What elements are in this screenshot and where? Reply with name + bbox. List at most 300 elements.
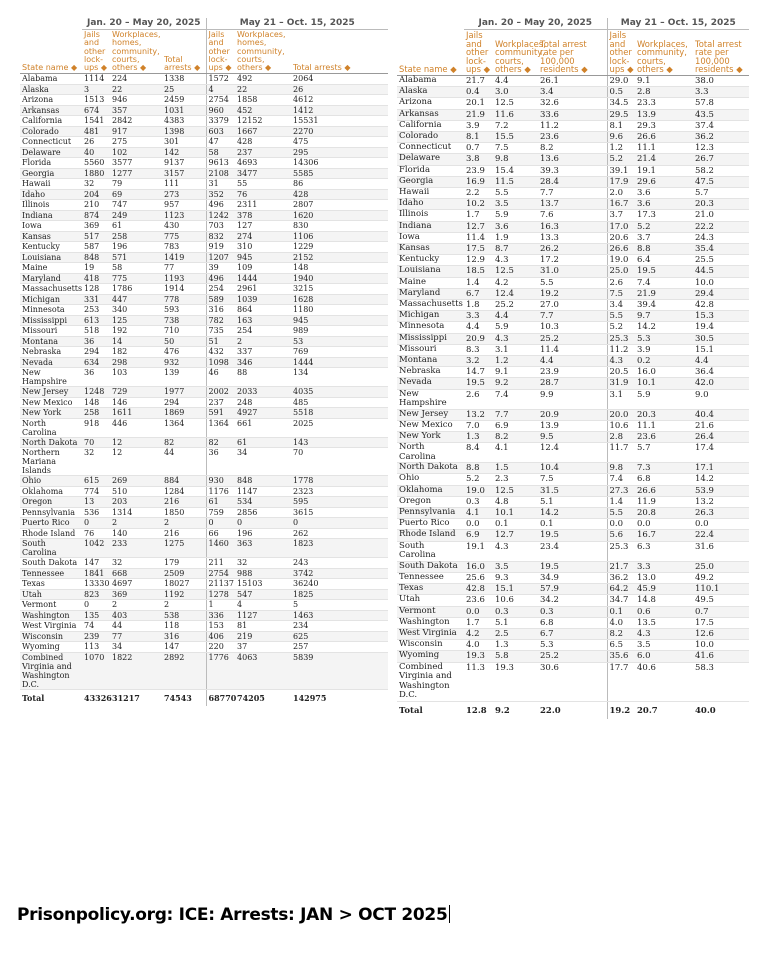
value-cell: 476 bbox=[162, 347, 206, 358]
value-cell: 26 bbox=[82, 137, 110, 148]
total-row bbox=[397, 701, 749, 719]
value-cell: 26.1 bbox=[538, 75, 607, 86]
state-name-cell: Kansas bbox=[397, 244, 464, 255]
table-row bbox=[20, 568, 388, 579]
table-row bbox=[397, 311, 749, 322]
value-cell: 22 bbox=[235, 84, 291, 95]
period2-workplaces-header[interactable]: Workplaces, community, courts, others ◆ bbox=[635, 30, 693, 76]
value-cell: 1572 bbox=[206, 74, 235, 85]
value-cell: 12.3 bbox=[693, 143, 749, 154]
value-cell: 3.9 bbox=[464, 120, 493, 131]
value-cell: 4.3 bbox=[493, 541, 538, 561]
table-row bbox=[397, 530, 749, 541]
state-name-cell: Ohio bbox=[20, 476, 82, 487]
value-cell: 12.5 bbox=[493, 266, 538, 277]
value-cell: 1398 bbox=[162, 126, 206, 137]
period1-workplaces-header[interactable]: Workplaces, community, courts, others ◆ bbox=[493, 30, 538, 76]
value-cell: 4.3 bbox=[607, 356, 635, 367]
value-cell: 3477 bbox=[235, 168, 291, 179]
period1-jails-header[interactable]: Jails and other lock-ups ◆ bbox=[464, 30, 493, 76]
value-cell: 8.4 bbox=[464, 443, 493, 463]
value-cell: 9.7 bbox=[635, 311, 693, 322]
value-cell: 0.0 bbox=[635, 519, 693, 530]
value-cell: 1314 bbox=[110, 507, 162, 518]
table-row bbox=[20, 179, 388, 190]
state-name-cell: Ohio bbox=[397, 474, 464, 485]
value-cell: 674 bbox=[82, 105, 110, 116]
value-cell: 12.7 bbox=[464, 221, 493, 232]
value-cell: 481 bbox=[82, 126, 110, 137]
value-cell: 23.9 bbox=[464, 165, 493, 176]
value-cell: 19 bbox=[82, 263, 110, 274]
table-row bbox=[397, 322, 749, 333]
value-cell: 5839 bbox=[291, 652, 388, 689]
state-name-cell: Missouri bbox=[20, 326, 82, 337]
value-cell: 254 bbox=[235, 326, 291, 337]
value-cell: 118 bbox=[162, 621, 206, 632]
value-cell: 125 bbox=[110, 315, 162, 326]
value-cell: 625 bbox=[291, 631, 388, 642]
value-cell: 147 bbox=[162, 642, 206, 653]
value-cell: 945 bbox=[291, 315, 388, 326]
value-cell: 403 bbox=[110, 610, 162, 621]
value-cell: 13330 bbox=[84, 579, 110, 589]
value-cell: 70 bbox=[291, 448, 388, 476]
state-name-cell: New Hampshire bbox=[20, 368, 82, 387]
value-cell: 29.0 bbox=[607, 75, 635, 86]
value-cell: 7.5 bbox=[538, 474, 607, 485]
value-cell: 930 bbox=[206, 476, 235, 487]
value-cell: 3.4 bbox=[538, 87, 607, 98]
value-cell: 1940 bbox=[291, 273, 388, 284]
value-cell: 7.4 bbox=[607, 474, 635, 485]
value-cell: 1364 bbox=[162, 418, 206, 437]
period-1-heading: Jan. 20 – May 20, 2025 bbox=[464, 18, 607, 30]
value-cell: 6.7 bbox=[538, 628, 607, 639]
table-row bbox=[397, 344, 749, 355]
value-cell: 6.8 bbox=[538, 617, 607, 628]
value-cell: 783 bbox=[162, 242, 206, 253]
value-cell: 369 bbox=[82, 221, 110, 232]
value-cell: 1977 bbox=[162, 387, 206, 398]
state-name-cell: Massachusetts bbox=[399, 299, 463, 310]
value-cell: 7.7 bbox=[493, 409, 538, 420]
state-name-cell: Minnesota bbox=[20, 305, 82, 316]
total-value: 74543 bbox=[162, 689, 206, 706]
period1-total-header[interactable]: Total arrest rate per 100,000 residents ◆ bbox=[538, 30, 607, 76]
value-cell: 1823 bbox=[291, 539, 388, 558]
value-cell: 357 bbox=[110, 105, 162, 116]
value-cell: 5.9 bbox=[493, 322, 538, 333]
value-cell: 64.2 bbox=[607, 584, 635, 595]
value-cell: 0.3 bbox=[464, 496, 493, 507]
table-row bbox=[20, 448, 388, 476]
value-cell: 20.5 bbox=[607, 367, 635, 378]
value-cell: 10.3 bbox=[538, 322, 607, 333]
value-cell: 14.2 bbox=[635, 322, 693, 333]
state-name-cell: California bbox=[397, 120, 464, 131]
state-name-cell: Florida bbox=[397, 165, 464, 176]
value-cell: 884 bbox=[162, 476, 206, 487]
state-name-cell: Tennessee bbox=[397, 572, 464, 583]
state-name-cell: Alabama bbox=[20, 74, 82, 85]
value-cell: 4.8 bbox=[493, 496, 538, 507]
value-cell: 36 bbox=[206, 448, 235, 476]
table-row bbox=[20, 497, 388, 508]
value-cell: 31.5 bbox=[538, 485, 607, 496]
value-cell: 16.0 bbox=[635, 367, 693, 378]
table-row bbox=[20, 579, 388, 590]
value-cell: 274 bbox=[235, 231, 291, 242]
value-cell: 12.6 bbox=[693, 628, 749, 639]
table-row bbox=[20, 158, 388, 169]
value-cell: 26.3 bbox=[693, 508, 749, 519]
value-cell: 19.0 bbox=[464, 485, 493, 496]
table-row bbox=[20, 305, 388, 316]
value-cell: 4.2 bbox=[464, 628, 493, 639]
value-cell: 13 bbox=[82, 497, 110, 508]
value-cell: 16.7 bbox=[607, 199, 635, 210]
value-cell: 25.3 bbox=[607, 333, 635, 344]
table-row bbox=[397, 244, 749, 255]
value-cell: 10.0 bbox=[693, 640, 749, 651]
state-name-cell: Kentucky bbox=[20, 242, 82, 253]
state-name-cell: Hawaii bbox=[397, 188, 464, 199]
value-cell: 4612 bbox=[291, 95, 388, 106]
period2-workplaces-header[interactable]: Workplaces, homes, community, courts, others ◆ bbox=[235, 30, 291, 74]
value-cell: 782 bbox=[206, 315, 235, 326]
state-name-cell: Massachusetts bbox=[22, 284, 83, 294]
value-cell: 14.7 bbox=[464, 367, 493, 378]
value-cell: 4 bbox=[206, 84, 235, 95]
state-name-cell: Arizona bbox=[397, 98, 464, 109]
value-cell: 81 bbox=[235, 621, 291, 632]
value-cell: 19.1 bbox=[635, 165, 693, 176]
period-2-heading: May 21 – Oct. 15, 2025 bbox=[206, 18, 388, 30]
value-cell: 58.3 bbox=[693, 662, 749, 701]
value-cell: 10.6 bbox=[607, 420, 635, 431]
table-row bbox=[20, 326, 388, 337]
value-cell: 69 bbox=[110, 189, 162, 200]
value-cell: 2002 bbox=[206, 387, 235, 398]
value-cell: 57.8 bbox=[693, 98, 749, 109]
value-cell: 36240 bbox=[291, 579, 388, 590]
table-row bbox=[397, 131, 749, 142]
table-row bbox=[20, 486, 388, 497]
value-cell: 148 bbox=[291, 263, 388, 274]
value-cell: 848 bbox=[82, 252, 110, 263]
state-name-header[interactable]: State name ◆ bbox=[397, 30, 464, 76]
value-cell: 139 bbox=[162, 368, 206, 387]
value-cell: 3.7 bbox=[635, 232, 693, 243]
table-row bbox=[397, 232, 749, 243]
value-cell: 661 bbox=[235, 418, 291, 437]
value-cell: 3.7 bbox=[607, 210, 635, 221]
table-row bbox=[397, 255, 749, 266]
arrest-rate-table bbox=[397, 18, 749, 719]
value-cell: 1070 bbox=[82, 652, 110, 689]
value-cell: 254 bbox=[206, 284, 235, 295]
value-cell: 2961 bbox=[235, 284, 291, 295]
value-cell: 5.5 bbox=[607, 311, 635, 322]
state-name-cell: North Dakota bbox=[397, 463, 464, 474]
value-cell: 43.5 bbox=[693, 109, 749, 120]
value-cell: 237 bbox=[206, 397, 235, 408]
value-cell: 70 bbox=[82, 437, 110, 448]
value-cell: 147 bbox=[82, 558, 110, 569]
value-cell: 0.0 bbox=[607, 519, 635, 530]
state-name-header[interactable]: State name ◆ bbox=[20, 30, 82, 74]
value-cell: 3742 bbox=[291, 568, 388, 579]
value-cell: 1.3 bbox=[493, 640, 538, 651]
value-cell: 3615 bbox=[291, 507, 388, 518]
state-name-cell: Puerto Rico bbox=[20, 518, 82, 529]
value-cell: 340 bbox=[110, 305, 162, 316]
state-name-cell: Pennsylvania bbox=[397, 508, 464, 519]
value-cell: 0 bbox=[206, 518, 235, 529]
value-cell: 26.6 bbox=[635, 485, 693, 496]
value-cell: 989 bbox=[291, 326, 388, 337]
state-name-cell: Connecticut bbox=[20, 137, 82, 148]
value-cell: 957 bbox=[162, 200, 206, 211]
value-cell: 148 bbox=[82, 397, 110, 408]
table-row bbox=[20, 387, 388, 398]
state-name-cell: Idaho bbox=[397, 199, 464, 210]
value-cell: 36 bbox=[82, 336, 110, 347]
value-cell: 3.2 bbox=[464, 356, 493, 367]
value-cell: 5.8 bbox=[493, 651, 538, 662]
state-name-cell: South Carolina bbox=[397, 541, 464, 561]
value-cell: 703 bbox=[206, 221, 235, 232]
value-cell: 53.9 bbox=[693, 485, 749, 496]
value-cell: 0.5 bbox=[607, 87, 635, 98]
value-cell: 1914 bbox=[162, 284, 206, 295]
value-cell: 8.3 bbox=[464, 344, 493, 355]
value-cell: 32 bbox=[110, 558, 162, 569]
value-cell: 0.7 bbox=[693, 606, 749, 617]
state-name-cell: Arizona bbox=[20, 95, 82, 106]
value-cell: 735 bbox=[206, 326, 235, 337]
table-row bbox=[397, 120, 749, 131]
value-cell: 76 bbox=[235, 189, 291, 200]
value-cell: 6.7 bbox=[464, 288, 493, 299]
period1-workplaces-header[interactable]: Workplaces, homes, community, courts, others ◆ bbox=[112, 30, 161, 73]
value-cell: 1284 bbox=[162, 486, 206, 497]
value-cell: 4035 bbox=[291, 387, 388, 398]
value-cell: 29.3 bbox=[635, 120, 693, 131]
value-cell: 446 bbox=[110, 418, 162, 437]
value-cell: 12.5 bbox=[493, 98, 538, 109]
period2-jails-header[interactable]: Jails and other lock-ups ◆ bbox=[206, 30, 235, 74]
table-row bbox=[397, 496, 749, 507]
value-cell: 960 bbox=[206, 105, 235, 116]
table-row bbox=[20, 631, 388, 642]
value-cell: 19.1 bbox=[464, 541, 493, 561]
table-row bbox=[20, 518, 388, 529]
value-cell: 2807 bbox=[291, 200, 388, 211]
value-cell: 20.9 bbox=[538, 409, 607, 420]
value-cell: 3.3 bbox=[464, 311, 493, 322]
value-cell: 336 bbox=[206, 610, 235, 621]
value-cell: 2 bbox=[235, 336, 291, 347]
value-cell: 20.3 bbox=[693, 199, 749, 210]
table-row bbox=[397, 606, 749, 617]
table-row bbox=[20, 231, 388, 242]
value-cell: 0.0 bbox=[464, 606, 493, 617]
value-cell: 7.3 bbox=[635, 463, 693, 474]
value-cell: 7.6 bbox=[538, 210, 607, 221]
value-cell: 310 bbox=[235, 242, 291, 253]
state-name-cell: Michigan bbox=[20, 294, 82, 305]
table-row bbox=[397, 165, 749, 176]
state-name-cell: Connecticut bbox=[397, 143, 464, 154]
value-cell: 3.3 bbox=[635, 561, 693, 572]
value-cell: 262 bbox=[291, 528, 388, 539]
state-name-cell: Idaho bbox=[20, 189, 82, 200]
value-cell: 21.7 bbox=[607, 561, 635, 572]
state-name-cell: Rhode Island bbox=[20, 528, 82, 539]
value-cell: 2108 bbox=[206, 168, 235, 179]
value-cell: 34.2 bbox=[538, 595, 607, 606]
value-cell: 6.8 bbox=[635, 474, 693, 485]
value-cell: 12 bbox=[110, 448, 162, 476]
value-cell: 1098 bbox=[206, 357, 235, 368]
value-cell: 127 bbox=[235, 221, 291, 232]
table-row bbox=[397, 519, 749, 530]
table-row bbox=[397, 75, 749, 86]
table-row bbox=[20, 652, 388, 689]
value-cell: 42.0 bbox=[693, 378, 749, 389]
value-cell: 1114 bbox=[82, 74, 110, 85]
state-name-cell: Utah bbox=[397, 595, 464, 606]
table-row bbox=[20, 476, 388, 487]
table-row bbox=[397, 300, 749, 311]
total-label: Total bbox=[397, 701, 464, 719]
caption-text: Prisonpolicy.org: ICE: Arrests: JAN > OCT 2025 bbox=[17, 905, 448, 925]
value-cell: 917 bbox=[110, 126, 162, 137]
value-cell: 4 bbox=[235, 600, 291, 611]
value-cell: 36.2 bbox=[607, 572, 635, 583]
value-cell: 26 bbox=[291, 84, 388, 95]
period2-total-header[interactable]: Total arrests ◆ bbox=[291, 30, 388, 74]
state-name-cell: South Dakota bbox=[397, 561, 464, 572]
value-cell: 1628 bbox=[291, 294, 388, 305]
table-row bbox=[20, 116, 388, 127]
column-header-row bbox=[20, 30, 388, 74]
period2-jails-header[interactable]: Jails and other lock-ups ◆ bbox=[607, 30, 635, 76]
value-cell: 759 bbox=[206, 507, 235, 518]
value-cell: 0 bbox=[235, 518, 291, 529]
value-cell: 0.3 bbox=[538, 606, 607, 617]
total-value: 22.0 bbox=[538, 701, 607, 719]
value-cell: 1444 bbox=[291, 357, 388, 368]
value-cell: 3379 bbox=[206, 116, 235, 127]
value-cell: 39.4 bbox=[635, 300, 693, 311]
value-cell: 6.5 bbox=[607, 640, 635, 651]
value-cell: 3.6 bbox=[493, 221, 538, 232]
value-cell: 44.5 bbox=[693, 266, 749, 277]
value-cell: 88 bbox=[235, 368, 291, 387]
value-cell: 301 bbox=[162, 137, 206, 148]
value-cell: 21.9 bbox=[464, 109, 493, 120]
value-cell: 2 bbox=[110, 518, 162, 529]
value-cell: 5.1 bbox=[538, 496, 607, 507]
value-cell: 5518 bbox=[291, 408, 388, 419]
state-name-cell: Washington bbox=[20, 610, 82, 621]
value-cell: 1.7 bbox=[464, 617, 493, 628]
value-cell: 3.1 bbox=[493, 344, 538, 355]
state-name-cell: Mississippi bbox=[20, 315, 82, 326]
value-cell: 19.3 bbox=[493, 662, 538, 701]
value-cell: 10.1 bbox=[493, 508, 538, 519]
value-cell: 5 bbox=[291, 600, 388, 611]
value-cell: 13.5 bbox=[635, 617, 693, 628]
state-name-cell: Iowa bbox=[397, 232, 464, 243]
value-cell: 15.1 bbox=[493, 584, 538, 595]
table-body bbox=[397, 75, 749, 718]
period2-total-header[interactable]: Total arrest rate per 100,000 residents ◆ bbox=[693, 30, 749, 76]
value-cell: 1.7 bbox=[464, 210, 493, 221]
value-cell: 1776 bbox=[206, 652, 235, 689]
value-cell: 15531 bbox=[291, 116, 388, 127]
value-cell: 1.4 bbox=[464, 277, 493, 288]
value-cell: 57.9 bbox=[538, 584, 607, 595]
value-cell: 428 bbox=[291, 189, 388, 200]
value-cell: 15.3 bbox=[693, 311, 749, 322]
table-row bbox=[20, 558, 388, 569]
value-cell: 44 bbox=[162, 448, 206, 476]
value-cell: 369 bbox=[110, 589, 162, 600]
value-cell: 4.0 bbox=[464, 640, 493, 651]
value-cell: 5.2 bbox=[607, 154, 635, 165]
value-cell: 406 bbox=[206, 631, 235, 642]
value-cell: 8.2 bbox=[538, 143, 607, 154]
table-row bbox=[20, 621, 388, 632]
value-cell: 7.7 bbox=[538, 311, 607, 322]
value-cell: 874 bbox=[82, 210, 110, 221]
value-cell: 589 bbox=[206, 294, 235, 305]
value-cell: 2856 bbox=[235, 507, 291, 518]
value-cell: 15.5 bbox=[493, 131, 538, 142]
value-cell: 331 bbox=[82, 294, 110, 305]
table-row bbox=[20, 263, 388, 274]
value-cell: 82 bbox=[206, 437, 235, 448]
value-cell: 53 bbox=[291, 336, 388, 347]
period1-jails-header[interactable]: Jails and other lock-ups ◆ bbox=[82, 30, 110, 74]
value-cell: 17.3 bbox=[635, 210, 693, 221]
value-cell: 17.1 bbox=[693, 463, 749, 474]
value-cell: 32 bbox=[82, 179, 110, 190]
value-cell: 1278 bbox=[206, 589, 235, 600]
value-cell: 47 bbox=[206, 137, 235, 148]
table-row bbox=[20, 105, 388, 116]
value-cell: 587 bbox=[82, 242, 110, 253]
value-cell: 29.4 bbox=[693, 288, 749, 299]
state-name-cell: Georgia bbox=[20, 168, 82, 179]
value-cell: 19.0 bbox=[607, 255, 635, 266]
value-cell: 23.6 bbox=[464, 595, 493, 606]
table-row bbox=[397, 333, 749, 344]
value-cell: 571 bbox=[110, 252, 162, 263]
period1-total-header[interactable]: Total arrests ◆ bbox=[162, 30, 206, 74]
value-cell: 5.2 bbox=[635, 221, 693, 232]
value-cell: 273 bbox=[162, 189, 206, 200]
value-cell: 1229 bbox=[291, 242, 388, 253]
value-cell: 253 bbox=[82, 305, 110, 316]
value-cell: 5.7 bbox=[635, 443, 693, 463]
table-row bbox=[397, 508, 749, 519]
value-cell: 13.9 bbox=[635, 109, 693, 120]
